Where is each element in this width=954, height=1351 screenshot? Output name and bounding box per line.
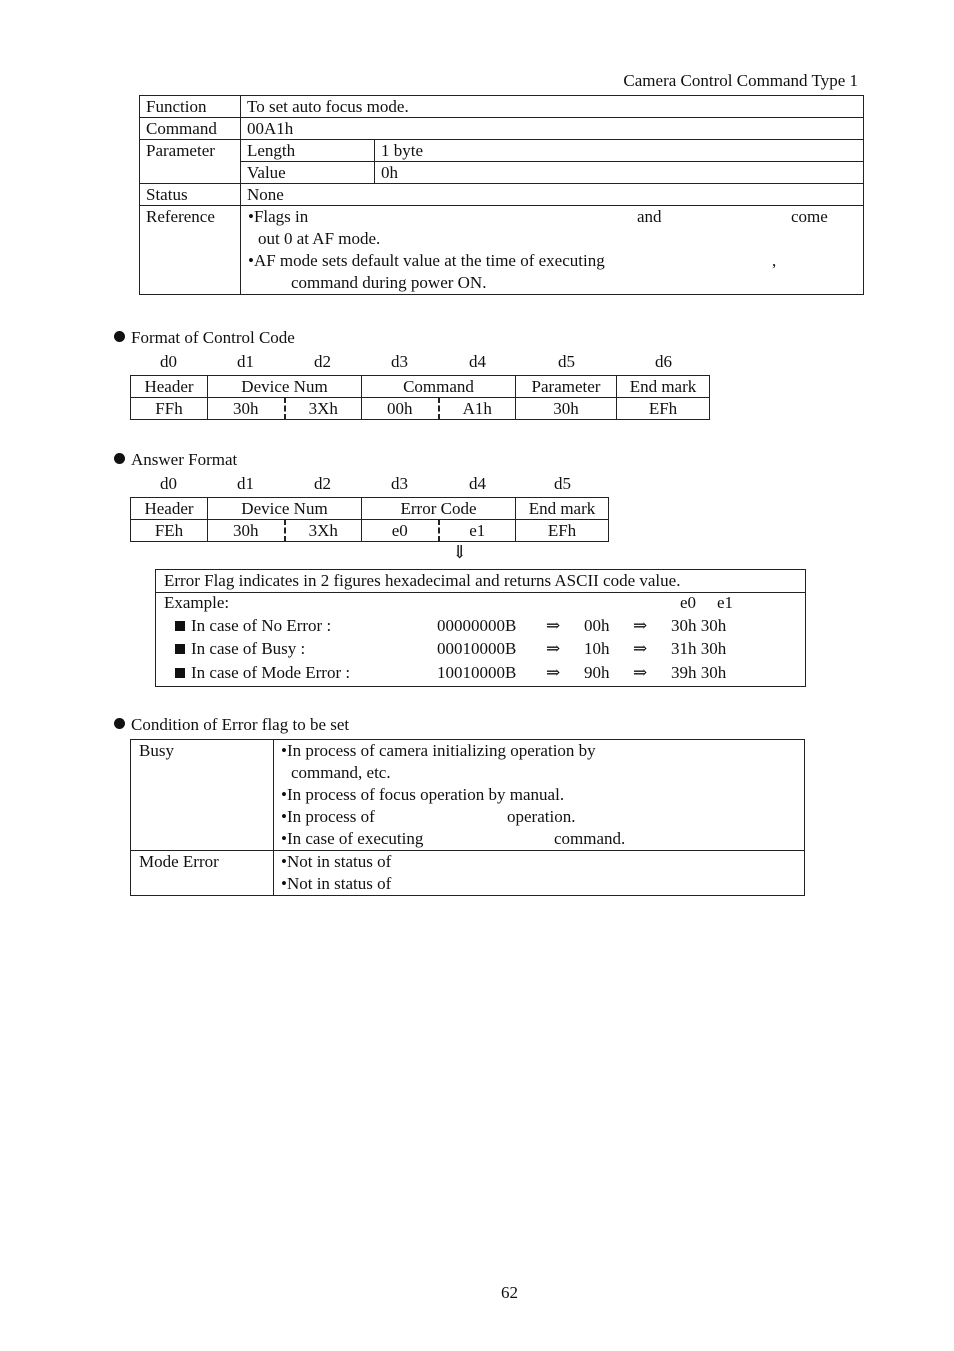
hex-value: 90h — [584, 663, 610, 682]
status-value: None — [241, 184, 864, 206]
cc-command: Command — [362, 376, 516, 398]
busy-label: Busy — [131, 740, 274, 851]
busy-line: •In process of focus operation by manual. — [281, 785, 565, 804]
busy-line: •In case of executing — [281, 829, 424, 848]
reference-line-4: command during power ON. — [291, 273, 487, 292]
cc-device-num: Device Num — [208, 376, 362, 398]
down-arrow-icon: ⇓ — [452, 542, 468, 562]
d-label: d3 — [391, 352, 408, 371]
af-value: FEh — [131, 520, 208, 542]
busy-line: command, etc. — [291, 763, 391, 782]
cc-end-mark: End mark — [617, 376, 710, 398]
error-row-busy: In case of Busy : 00010000B ⇒ 10h ⇒ 31h 30h — [175, 639, 795, 659]
col-e0-label: e0 — [680, 593, 697, 612]
hex-value: 10h — [584, 639, 610, 658]
square-bullet-icon — [175, 644, 185, 654]
cc-value: 30h — [516, 398, 617, 420]
square-bullet-icon — [175, 621, 185, 631]
right-arrow-icon: ⇒ — [546, 616, 561, 635]
value-value: 0h — [375, 162, 864, 184]
right-arrow-icon: ⇒ — [633, 639, 648, 658]
error-row-mode-error: In case of Mode Error : 10010000B ⇒ 90h ⇒ 39h 30h — [175, 663, 795, 683]
ascii-value: 31h 30h — [671, 639, 727, 658]
d-label: d0 — [160, 474, 177, 493]
af-value: 3Xh — [285, 520, 362, 542]
d-label: d3 — [391, 474, 408, 493]
error-flag-divider — [156, 592, 805, 593]
d-label: d5 — [558, 352, 575, 371]
error-flag-title: Error Flag indicates in 2 figures hexadecimal and returns ASCII code value. — [164, 571, 681, 590]
cc-value: 00h — [362, 398, 439, 420]
condition-table — [130, 739, 805, 896]
example-label: Example: — [164, 593, 230, 612]
reference-label: Reference — [140, 206, 241, 295]
af-end-mark: End mark — [516, 498, 609, 520]
af-error-code: Error Code — [362, 498, 516, 520]
bullet-icon — [114, 718, 125, 729]
value-label: Value — [241, 162, 375, 184]
reference-line-2: out 0 at AF mode. — [258, 229, 381, 248]
error-row-no-error: In case of No Error : 00000000B ⇒ 00h ⇒ 30h 30h — [175, 616, 795, 636]
af-device-num: Device Num — [208, 498, 362, 520]
busy-line: •In process of — [281, 807, 375, 826]
d-label: d4 — [469, 352, 486, 371]
control-code-table — [130, 375, 710, 420]
reference-line-3b: , — [772, 251, 777, 270]
col-e1-label: e1 — [717, 593, 734, 612]
right-arrow-icon: ⇒ — [633, 616, 648, 635]
right-arrow-icon: ⇒ — [546, 663, 561, 682]
d-label: d2 — [314, 352, 331, 371]
binary-value: 00000000B — [437, 616, 517, 635]
bullet-icon — [114, 331, 125, 342]
page-header-title: Camera Control Command Type 1 — [623, 71, 858, 90]
reference-line-1a: •Flags in — [248, 207, 309, 226]
d-label: d5 — [554, 474, 571, 493]
command-value: 00A1h — [241, 118, 864, 140]
square-bullet-icon — [175, 668, 185, 678]
binary-value: 00010000B — [437, 639, 517, 658]
error-flag-box — [155, 569, 806, 687]
answer-format-heading: Answer Format — [114, 450, 237, 470]
d-label: d0 — [160, 352, 177, 371]
function-value: To set auto focus mode. — [241, 96, 864, 118]
function-label: Function — [140, 96, 241, 118]
page-number: 62 — [501, 1283, 518, 1302]
binary-value: 10010000B — [437, 663, 517, 682]
cc-header: Header — [131, 376, 208, 398]
ascii-value: 30h 30h — [671, 616, 727, 635]
af-value: EFh — [516, 520, 609, 542]
af-value: e0 — [362, 520, 439, 542]
busy-conditions — [274, 740, 805, 851]
command-label: Command — [140, 118, 241, 140]
busy-line: •In process of camera initializing operation by — [281, 741, 596, 760]
busy-line: operation. — [507, 807, 576, 826]
answer-format-table — [130, 497, 609, 542]
d-label: d6 — [655, 352, 672, 371]
cc-value: A1h — [439, 398, 516, 420]
ascii-value: 39h 30h — [671, 663, 727, 682]
length-label: Length — [241, 140, 375, 162]
right-arrow-icon: ⇒ — [546, 639, 561, 658]
d-label: d1 — [237, 474, 254, 493]
cc-parameter: Parameter — [516, 376, 617, 398]
d-label: d4 — [469, 474, 486, 493]
reference-line-3a: •AF mode sets default value at the time of executing — [248, 251, 605, 270]
mode-error-conditions — [274, 851, 805, 896]
hex-value: 00h — [584, 616, 610, 635]
cc-value: FFh — [131, 398, 208, 420]
af-value: e1 — [439, 520, 516, 542]
d-label: d2 — [314, 474, 331, 493]
control-code-heading: Format of Control Code — [114, 328, 295, 348]
bullet-icon — [114, 453, 125, 464]
af-value: 30h — [208, 520, 285, 542]
mode-error-label: Mode Error — [131, 851, 274, 896]
right-arrow-icon: ⇒ — [633, 663, 648, 682]
af-header: Header — [131, 498, 208, 520]
parameter-label: Parameter — [140, 140, 241, 184]
busy-line: command. — [554, 829, 626, 848]
reference-value — [241, 206, 864, 295]
reference-line-1b: and — [637, 207, 662, 226]
condition-heading: Condition of Error flag to be set — [114, 715, 349, 735]
length-value: 1 byte — [375, 140, 864, 162]
cc-value: EFh — [617, 398, 710, 420]
status-label: Status — [140, 184, 241, 206]
cc-value: 3Xh — [285, 398, 362, 420]
reference-line-1c: come — [791, 207, 828, 226]
command-table — [139, 95, 864, 295]
mode-error-line: •Not in status of — [281, 852, 392, 871]
mode-error-line: •Not in status of — [281, 874, 392, 893]
cc-value: 30h — [208, 398, 285, 420]
d-label: d1 — [237, 352, 254, 371]
